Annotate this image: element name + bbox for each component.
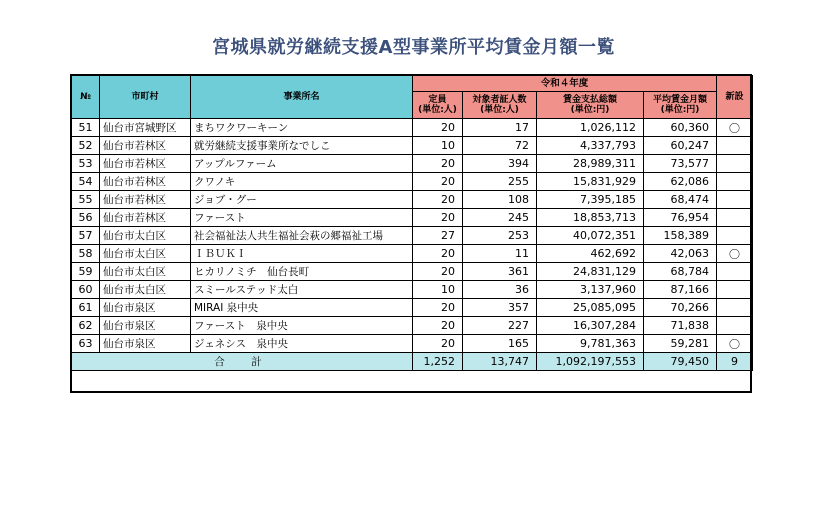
- row-new-mark: [717, 191, 753, 209]
- row-total-wage: 40,072,351: [537, 227, 644, 245]
- row-certified: 361: [463, 263, 537, 281]
- row-certified: 165: [463, 335, 537, 353]
- table-row: [72, 119, 753, 137]
- row-new-mark: [717, 281, 753, 299]
- row-total-wage: 1,026,112: [537, 119, 644, 137]
- row-certified: 108: [463, 191, 537, 209]
- row-no: 51: [72, 119, 100, 137]
- row-new-mark: 〇: [717, 335, 753, 353]
- row-city: 仙台市若林区: [100, 191, 191, 209]
- table-row: [72, 227, 753, 245]
- row-avg-wage: 59,281: [644, 335, 717, 353]
- total-avg-wage: 79,450: [644, 353, 717, 371]
- row-city: 仙台市太白区: [100, 263, 191, 281]
- row-no: 59: [72, 263, 100, 281]
- total-new-count: 9: [717, 353, 753, 371]
- row-city: 仙台市泉区: [100, 335, 191, 353]
- row-total-wage: 18,853,713: [537, 209, 644, 227]
- row-name: ＩＢＵＫＩ: [191, 245, 413, 263]
- row-name: ファースト 泉中央: [191, 317, 413, 335]
- table-row: [72, 137, 753, 155]
- row-new-mark: [717, 299, 753, 317]
- row-name: MIRAI 泉中央: [191, 299, 413, 317]
- row-capacity: 20: [413, 299, 463, 317]
- row-no: 63: [72, 335, 100, 353]
- row-total-wage: 3,137,960: [537, 281, 644, 299]
- row-city: 仙台市若林区: [100, 155, 191, 173]
- row-avg-wage: 60,360: [644, 119, 717, 137]
- table-row: [72, 173, 753, 191]
- row-city: 仙台市宮城野区: [100, 119, 191, 137]
- header-avg-wage: 平均賃金月額 (単位:円): [644, 92, 717, 119]
- row-certified: 17: [463, 119, 537, 137]
- table-row: [72, 155, 753, 173]
- row-city: 仙台市若林区: [100, 209, 191, 227]
- row-certified: 255: [463, 173, 537, 191]
- row-total-wage: 28,989,311: [537, 155, 644, 173]
- header-no: №: [72, 76, 100, 119]
- row-new-mark: [717, 173, 753, 191]
- row-new-mark: [717, 317, 753, 335]
- row-new-mark: [717, 137, 753, 155]
- table-row: [72, 245, 753, 263]
- header-city: 市町村: [100, 76, 191, 119]
- row-avg-wage: 70,266: [644, 299, 717, 317]
- row-capacity: 10: [413, 281, 463, 299]
- row-no: 60: [72, 281, 100, 299]
- row-capacity: 20: [413, 245, 463, 263]
- header-capacity: 定員 (単位:人): [413, 92, 463, 119]
- row-city: 仙台市泉区: [100, 299, 191, 317]
- row-name: 就労継続支援事業所なでしこ: [191, 137, 413, 155]
- row-new-mark: [717, 263, 753, 281]
- table-row: [72, 191, 753, 209]
- header-name: 事業所名: [191, 76, 413, 119]
- row-capacity: 20: [413, 119, 463, 137]
- row-name: ジェネシス 泉中央: [191, 335, 413, 353]
- row-city: 仙台市若林区: [100, 173, 191, 191]
- row-certified: 227: [463, 317, 537, 335]
- row-city: 仙台市泉区: [100, 317, 191, 335]
- row-city: 仙台市太白区: [100, 227, 191, 245]
- row-certified: 11: [463, 245, 537, 263]
- row-name: まちワクワーキーン: [191, 119, 413, 137]
- row-no: 53: [72, 155, 100, 173]
- row-certified: 253: [463, 227, 537, 245]
- row-city: 仙台市太白区: [100, 245, 191, 263]
- table-row: [72, 263, 753, 281]
- row-capacity: 20: [413, 335, 463, 353]
- table-row: [72, 317, 753, 335]
- row-city: 仙台市太白区: [100, 281, 191, 299]
- row-avg-wage: 71,838: [644, 317, 717, 335]
- row-total-wage: 15,831,929: [537, 173, 644, 191]
- total-certified: 13,747: [463, 353, 537, 371]
- total-label: 合 計: [72, 353, 413, 371]
- row-name: 社会福祉法人共生福祉会萩の郷福祉工場: [191, 227, 413, 245]
- row-capacity: 20: [413, 173, 463, 191]
- row-certified: 394: [463, 155, 537, 173]
- wage-table: [71, 75, 753, 371]
- row-total-wage: 4,337,793: [537, 137, 644, 155]
- table-row: [72, 299, 753, 317]
- row-no: 61: [72, 299, 100, 317]
- row-capacity: 27: [413, 227, 463, 245]
- table-row: [72, 281, 753, 299]
- header-year-group: 令和４年度: [413, 76, 717, 92]
- row-new-mark: [717, 209, 753, 227]
- row-avg-wage: 68,784: [644, 263, 717, 281]
- row-capacity: 20: [413, 317, 463, 335]
- header-total-wage: 賃金支払総額 (単位:円): [537, 92, 644, 119]
- table-row: [72, 209, 753, 227]
- row-certified: 36: [463, 281, 537, 299]
- row-no: 54: [72, 173, 100, 191]
- header-certified: 対象者証人数 (単位:人): [463, 92, 537, 119]
- row-no: 55: [72, 191, 100, 209]
- row-no: 58: [72, 245, 100, 263]
- row-name: クワノキ: [191, 173, 413, 191]
- row-certified: 245: [463, 209, 537, 227]
- row-new-mark: 〇: [717, 119, 753, 137]
- row-no: 56: [72, 209, 100, 227]
- table-row: [72, 335, 753, 353]
- row-name: ヒカリノミチ 仙台長町: [191, 263, 413, 281]
- row-avg-wage: 158,389: [644, 227, 717, 245]
- row-name: ジョブ・グー: [191, 191, 413, 209]
- total-wage-sum: 1,092,197,553: [537, 353, 644, 371]
- row-total-wage: 9,781,363: [537, 335, 644, 353]
- row-avg-wage: 60,247: [644, 137, 717, 155]
- row-new-mark: [717, 155, 753, 173]
- row-total-wage: 16,307,284: [537, 317, 644, 335]
- row-avg-wage: 87,166: [644, 281, 717, 299]
- row-certified: 357: [463, 299, 537, 317]
- row-name: アップルファーム: [191, 155, 413, 173]
- row-certified: 72: [463, 137, 537, 155]
- row-avg-wage: 68,474: [644, 191, 717, 209]
- row-total-wage: 7,395,185: [537, 191, 644, 209]
- header-new: 新設: [717, 76, 753, 119]
- row-new-mark: [717, 227, 753, 245]
- row-capacity: 20: [413, 155, 463, 173]
- row-capacity: 20: [413, 191, 463, 209]
- total-row: [72, 353, 753, 371]
- row-no: 57: [72, 227, 100, 245]
- row-no: 62: [72, 317, 100, 335]
- row-capacity: 20: [413, 263, 463, 281]
- row-avg-wage: 73,577: [644, 155, 717, 173]
- row-no: 52: [72, 137, 100, 155]
- row-total-wage: 25,085,095: [537, 299, 644, 317]
- row-avg-wage: 76,954: [644, 209, 717, 227]
- row-capacity: 20: [413, 209, 463, 227]
- row-name: スミールステッド太白: [191, 281, 413, 299]
- row-name: ファースト: [191, 209, 413, 227]
- row-avg-wage: 42,063: [644, 245, 717, 263]
- row-capacity: 10: [413, 137, 463, 155]
- page-title: 宮城県就労継続支援A型事業所平均賃金月額一覧: [212, 37, 615, 58]
- row-city: 仙台市若林区: [100, 137, 191, 155]
- row-total-wage: 24,831,129: [537, 263, 644, 281]
- row-new-mark: 〇: [717, 245, 753, 263]
- total-capacity: 1,252: [413, 353, 463, 371]
- row-total-wage: 462,692: [537, 245, 644, 263]
- row-avg-wage: 62,086: [644, 173, 717, 191]
